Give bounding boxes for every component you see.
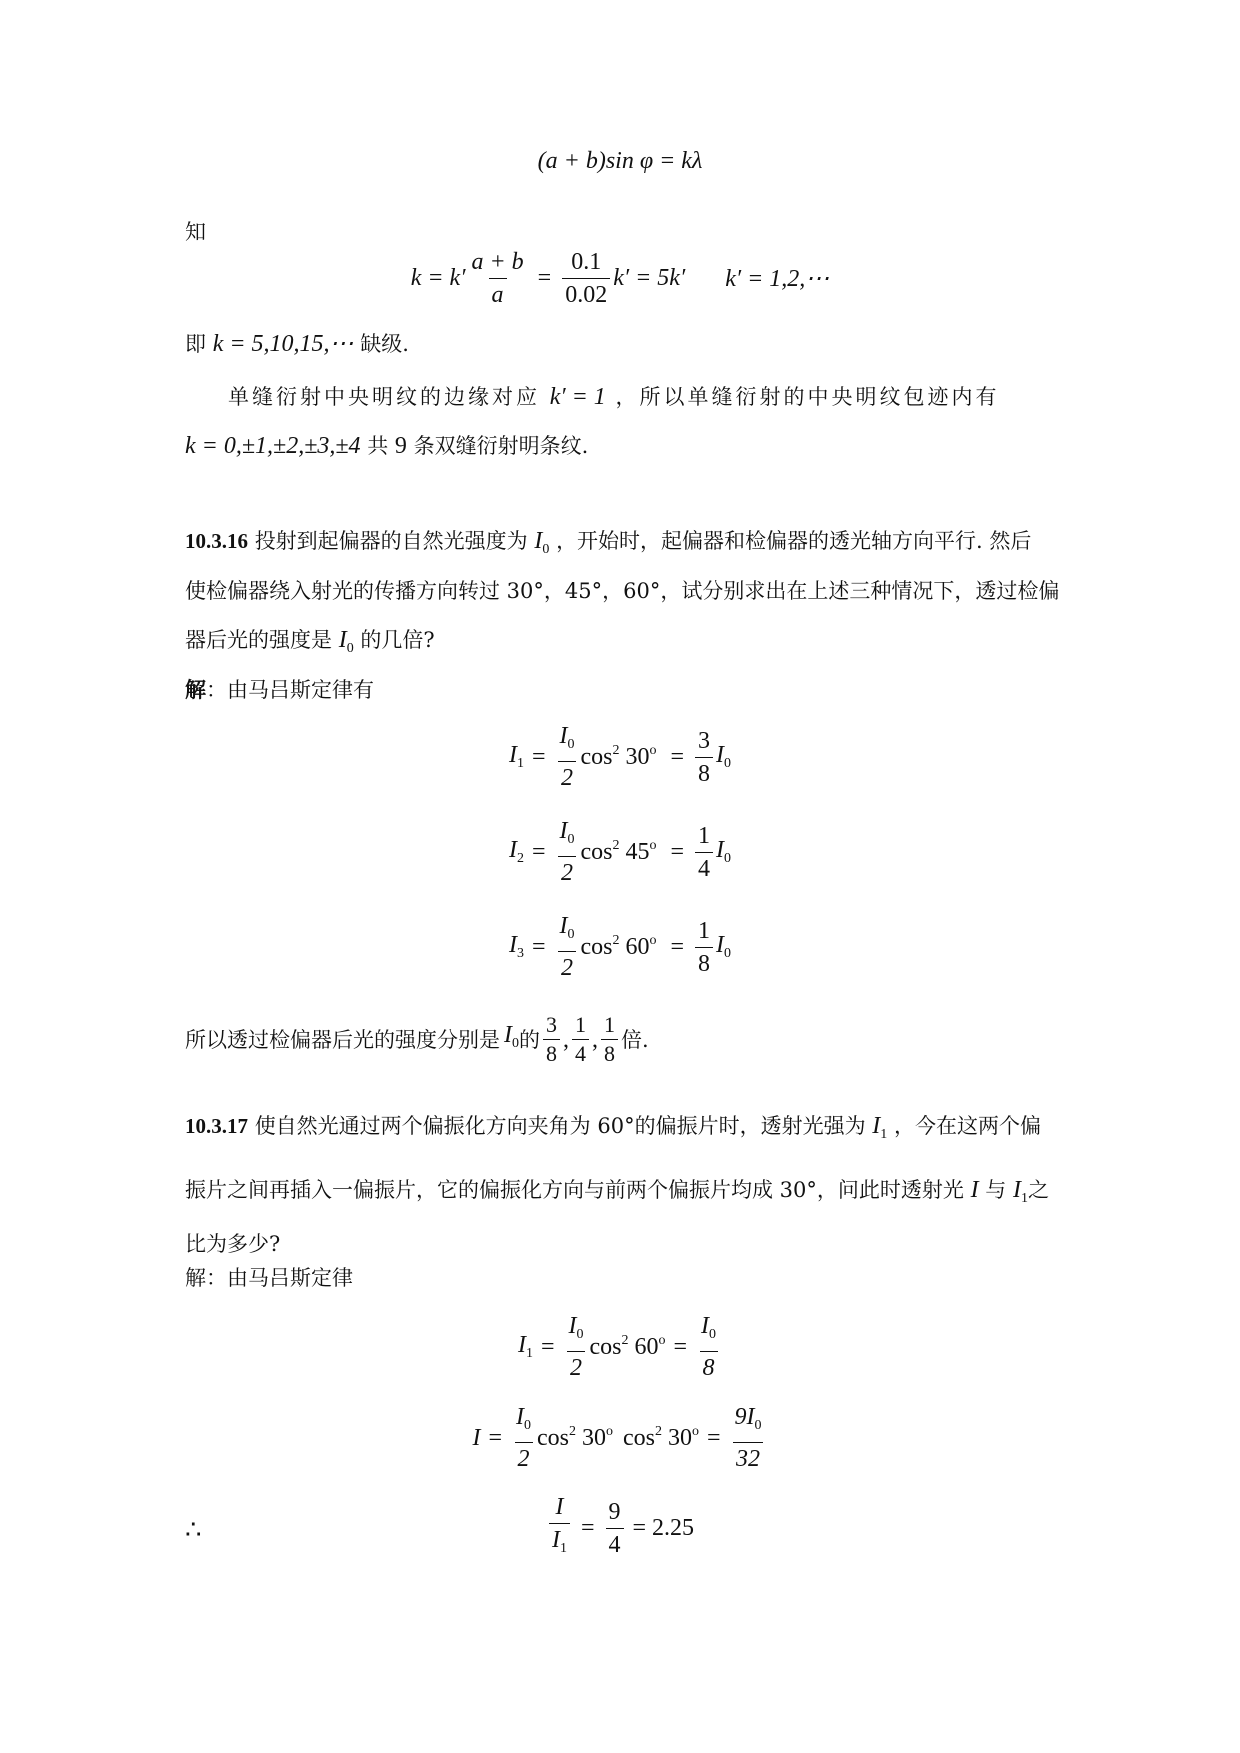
eq1-lhs-sub: 1 <box>525 1346 533 1361</box>
problem-16-I0-symbol: I <box>534 528 543 554</box>
conclusion-frac-2-den: 4 <box>572 1039 589 1066</box>
problem-17-line1-a: 使自然光通过两个偏振化方向夹角为 60°的偏振片时，透射光强为 <box>254 1114 866 1138</box>
malus-coef-den: 8 <box>695 757 713 788</box>
malus-half-frac <box>557 722 578 792</box>
malus-cos-sup: 2 <box>612 743 620 758</box>
central-line2-mid: 共 <box>367 434 389 458</box>
conclusion-frac-2 <box>572 1013 589 1066</box>
problem-17-number: 10.3.17 <box>185 1114 248 1138</box>
k-eq-tail: k′ = 5k′ <box>613 265 686 291</box>
eq2-half-num: I <box>516 1404 524 1430</box>
malus-half-num-sub: 0 <box>567 927 575 942</box>
malus-angle: 30 <box>625 744 650 770</box>
eq2-half-num-sub: 0 <box>524 1418 531 1433</box>
problem-17-I1-ref: $I_1$ <box>1012 1177 1028 1206</box>
k-eq-frac2-num: 0.1 <box>571 249 602 275</box>
malus-I0 <box>716 742 731 772</box>
malus-equation-1: $I_1$ = $\frac{I_0}{2}$ $\cos^2 30^o$ = $\frac{3}{8}$ $I_0$ <box>508 723 732 791</box>
malus-angle: 60 <box>625 934 650 960</box>
problem-17-line-1 <box>185 1111 1065 1150</box>
ratio-equation: $\frac{I}{I_1}$ = $\frac{9}{4}$ = 2.25 <box>0 1493 1240 1563</box>
problem-16-line3-b: 的几倍? <box>360 628 435 652</box>
malus-cos <box>581 933 657 961</box>
eq1-angle: 60 <box>634 1334 659 1360</box>
eq1-half-num: I <box>568 1313 577 1339</box>
problem-17-line-2 <box>185 1175 1065 1214</box>
k-eq-lhs: k = k′ <box>410 265 466 291</box>
malus-cos-text: cos <box>580 744 613 770</box>
ratio-num: I <box>555 1494 564 1520</box>
problem-17-I1: $I_1$ <box>872 1113 888 1142</box>
malus-half-num-sub: 0 <box>567 737 575 752</box>
k-eq-equal: = <box>537 265 552 291</box>
malus-I0-sub: 0 <box>724 756 732 771</box>
conclusion-frac-2-num: 1 <box>575 1012 586 1037</box>
eq2-cos1-text: cos <box>537 1425 569 1451</box>
problem-16-line3-a: 器后光的强度是 <box>185 628 332 652</box>
problem-16-line1-a: 投射到起偏器的自然光强度为 <box>254 529 528 553</box>
malus-coef-den: 4 <box>695 852 713 883</box>
eq1-cos-text: cos <box>589 1334 622 1360</box>
malus-cos-text: cos <box>580 934 613 960</box>
malus-equation-2: $I_2$ = $\frac{I_0}{2}$ $\cos^2 45^o$ = $\frac{1}{4}$ $I_0$ <box>508 818 732 886</box>
malus-I0-sub: 0 <box>724 851 732 866</box>
eq2-rhs-den: 32 <box>733 1442 763 1473</box>
central-line-1 <box>228 382 1108 412</box>
conclusion-frac-1 <box>543 1013 560 1066</box>
problem-16-I0-sub: 0 <box>542 542 550 557</box>
malus-coef-frac <box>695 727 713 788</box>
malus-I0 <box>716 837 731 867</box>
word-zhi: 知 <box>185 220 206 244</box>
malus-coef-frac <box>695 822 713 883</box>
problem-17-line2-a: 振片之间再插入一偏振片，它的偏振化方向与前两个偏振片均成 30°，问此时透射光 <box>185 1178 964 1202</box>
eq1-deg: o <box>658 1333 666 1348</box>
problem-16-number: 10.3.16 <box>185 529 248 553</box>
k-eq-frac2-den: 0.02 <box>562 278 610 309</box>
malus-I0-sub: 0 <box>724 946 732 961</box>
eq2-angle2: 30 <box>668 1425 692 1451</box>
conclusion-frac-3-num: 1 <box>604 1012 615 1037</box>
malus-I0-symbol: I <box>716 932 725 958</box>
problem-16-I0-ref <box>338 627 354 656</box>
missing-order-prefix: 即 <box>185 332 206 356</box>
eq2-rhs-num: 9 <box>734 1404 747 1430</box>
malus-coef-den: 8 <box>695 947 713 978</box>
grating-equation <box>0 148 1240 175</box>
ratio-value-frac <box>606 1498 624 1559</box>
eq2-cos2-text: cos <box>623 1425 655 1451</box>
malus-cos-sup: 2 <box>612 933 620 948</box>
conclusion-I0 <box>504 1020 519 1059</box>
malus-lhs: $I_2$ <box>508 837 524 866</box>
problem-16-line1-b: ，开始时，起偏器和检偏器的透光轴方向平行. 然后 <box>556 529 1032 553</box>
malus-deg: o <box>649 743 657 758</box>
malus-cos-text: cos <box>580 839 613 865</box>
malus-deg: o <box>649 933 657 948</box>
problem-16-solution-label: 解 <box>185 677 206 702</box>
problem-17-I1-ref-sub: 1 <box>1020 1191 1028 1206</box>
problem-17-line-3: 比为多少? <box>185 1232 281 1256</box>
eq2-deg2: o <box>692 1424 699 1439</box>
problem-17-line2-c: 之 <box>1027 1178 1049 1202</box>
central-line1-suffix: ，所以单缝衍射的中央明纹包迹内有 <box>615 385 1000 409</box>
problem-16-line-3 <box>185 625 1065 664</box>
problem-17-line2-b: 与 <box>985 1178 1007 1202</box>
k-eq-range: k′ = 1,2,⋯ <box>725 266 830 292</box>
eq1-half-den: 2 <box>567 1351 585 1382</box>
central-line1-prefix: 单缝衍射中央明纹的边缘对应 <box>228 385 540 409</box>
malus-lhs-sub: 1 <box>516 756 524 771</box>
malus-coef-num: 1 <box>698 822 711 849</box>
central-line2-num: 9 <box>394 433 407 459</box>
eq1-cos-sup: 2 <box>621 1333 629 1348</box>
ratio-den: I <box>551 1527 560 1553</box>
missing-order-line <box>185 329 1065 359</box>
k-eq-frac2 <box>562 248 610 309</box>
k-eq-frac1 <box>468 248 526 309</box>
malus-I0-symbol: I <box>716 837 725 863</box>
malus-lhs-sub: 2 <box>516 851 524 866</box>
problem-16-line-2: 使检偏器绕入射光的传播方向转过 30°，45°，60°，试分别求出在上述三种情况下，透过检偏 <box>185 579 1060 603</box>
eq2-rhs-num-sub: 0 <box>754 1418 762 1433</box>
problem-16-I0-ref-symbol: I <box>338 627 347 653</box>
problem-16-solution-text: ：由马吕斯定律有 <box>206 678 374 702</box>
k-eq-frac1-num: a + b <box>471 249 524 275</box>
malus-half-frac <box>557 912 578 982</box>
malus-cos-sup: 2 <box>612 838 620 853</box>
central-line2-suffix: 条双缝衍射明条纹. <box>413 434 589 458</box>
problem-16-I0 <box>534 528 550 557</box>
eq1-rhs-num-sub: 0 <box>709 1327 717 1342</box>
malus-cos <box>581 838 657 866</box>
eq2-cos1-sup: 2 <box>569 1424 576 1439</box>
conclusion-a: 所以透过检偏器后光的强度分别是 <box>185 1027 500 1052</box>
eq2-cos1 <box>537 1424 613 1452</box>
ratio-result: = 2.25 <box>632 1514 695 1541</box>
malus-coef-frac <box>695 917 713 978</box>
eq2-half-frac <box>513 1403 534 1473</box>
central-line1-expr: k′ = 1 <box>549 384 606 410</box>
malus-cos <box>581 743 657 771</box>
therefore-symbol: ∴ <box>185 1515 202 1544</box>
conclusion-frac-1-den: 8 <box>543 1039 560 1066</box>
problem-17-eq1: $I_1$ = $\frac{I_0}{2}$ $\cos^2 60^o$ = $\frac{I_0}{8}$ <box>0 1312 1240 1382</box>
malus-half-num: I <box>559 723 568 749</box>
eq1-rhs-frac: $\frac{I_0}{8}$ <box>701 1313 717 1381</box>
problem-16-I0-ref-sub: 0 <box>346 641 354 656</box>
eq1-lhs: $I_1$ <box>517 1332 533 1361</box>
problem-16-conclusion: 所以透过检偏器后光的强度分别是 $I_0$ 的 $\frac{3}{8}$ , $\frac{1}{4}$ , $\frac{1}{8}$ 倍. <box>185 1012 649 1066</box>
malus-half-num-sub: 0 <box>567 832 575 847</box>
conclusion-frac-1-num: 3 <box>546 1012 557 1037</box>
missing-order-expr: k = 5,10,15,⋯ <box>212 331 354 357</box>
eq1-cos <box>590 1333 666 1361</box>
grating-equation-text: (a + b)sin φ = kλ <box>537 148 703 174</box>
malus-half-frac <box>557 817 578 887</box>
ratio-den-sub: 1 <box>559 1541 567 1556</box>
conclusion-frac-3-den: 8 <box>601 1039 618 1066</box>
malus-angle: 45 <box>625 839 650 865</box>
eq2-angle1: 30 <box>582 1425 606 1451</box>
eq2-cos2-sup: 2 <box>655 1424 662 1439</box>
problem-16-line-1 <box>185 526 1065 565</box>
conclusion-frac-3 <box>601 1013 618 1066</box>
eq2-deg1: o <box>606 1424 613 1439</box>
conclusion-I0-symbol: I <box>504 1022 512 1048</box>
missing-order-suffix: 缺级. <box>360 332 409 356</box>
ratio-value-num: 9 <box>608 1498 621 1525</box>
eq1-half-frac <box>566 1312 587 1382</box>
malus-I0-symbol: I <box>716 742 725 768</box>
malus-I0 <box>716 932 731 962</box>
eq2-rhs-frac: $\frac{9I_0}{32}$ <box>734 1404 762 1472</box>
malus-deg: o <box>649 838 657 853</box>
malus-half-den: 2 <box>558 856 576 887</box>
problem-17-eq2: I = $\frac{I_0}{2}$ $\cos^2 30^o$ $\cos^2 30^o$ = $\frac{9I_0}{32}$ <box>0 1403 1240 1473</box>
malus-half-den: 2 <box>558 951 576 982</box>
malus-lhs-sub: 3 <box>516 946 524 961</box>
eq2-half-den: 2 <box>515 1442 533 1473</box>
problem-17-I: I <box>970 1177 979 1203</box>
malus-half-den: 2 <box>558 761 576 792</box>
eq2-cos2 <box>623 1424 699 1452</box>
malus-coef-num: 3 <box>698 727 711 754</box>
conclusion-b: 的 <box>519 1027 540 1052</box>
malus-lhs: $I_1$ <box>508 742 524 771</box>
malus-lhs: $I_3$ <box>508 932 524 961</box>
ratio-value-den: 4 <box>606 1528 624 1559</box>
malus-equation-3: $I_3$ = $\frac{I_0}{2}$ $\cos^2 60^o$ = $\frac{1}{8}$ $I_0$ <box>508 913 732 981</box>
problem-17-line1-b: ，今在这两个偏 <box>893 1114 1041 1138</box>
conclusion-c: 倍. <box>621 1027 649 1052</box>
problem-17-solution: 解：由马吕斯定律 <box>185 1266 353 1290</box>
eq1-half-num-sub: 0 <box>576 1327 584 1342</box>
problem-17-I1-sub: 1 <box>880 1127 888 1142</box>
malus-half-num: I <box>559 913 568 939</box>
malus-half-num: I <box>559 818 568 844</box>
malus-coef-num: 1 <box>698 917 711 944</box>
central-line-2 <box>185 431 1065 461</box>
conclusion-I0-sub: 0 <box>512 1036 519 1051</box>
k-equation <box>0 248 1240 309</box>
eq1-rhs-den: 8 <box>700 1351 718 1382</box>
eq2-lhs: I <box>472 1424 481 1451</box>
central-line2-expr: k = 0,±1,±2,±3,±4 <box>185 433 361 459</box>
k-eq-frac1-den: a <box>489 278 507 309</box>
problem-16-solution <box>185 675 1065 705</box>
ratio-frac <box>549 1493 570 1563</box>
